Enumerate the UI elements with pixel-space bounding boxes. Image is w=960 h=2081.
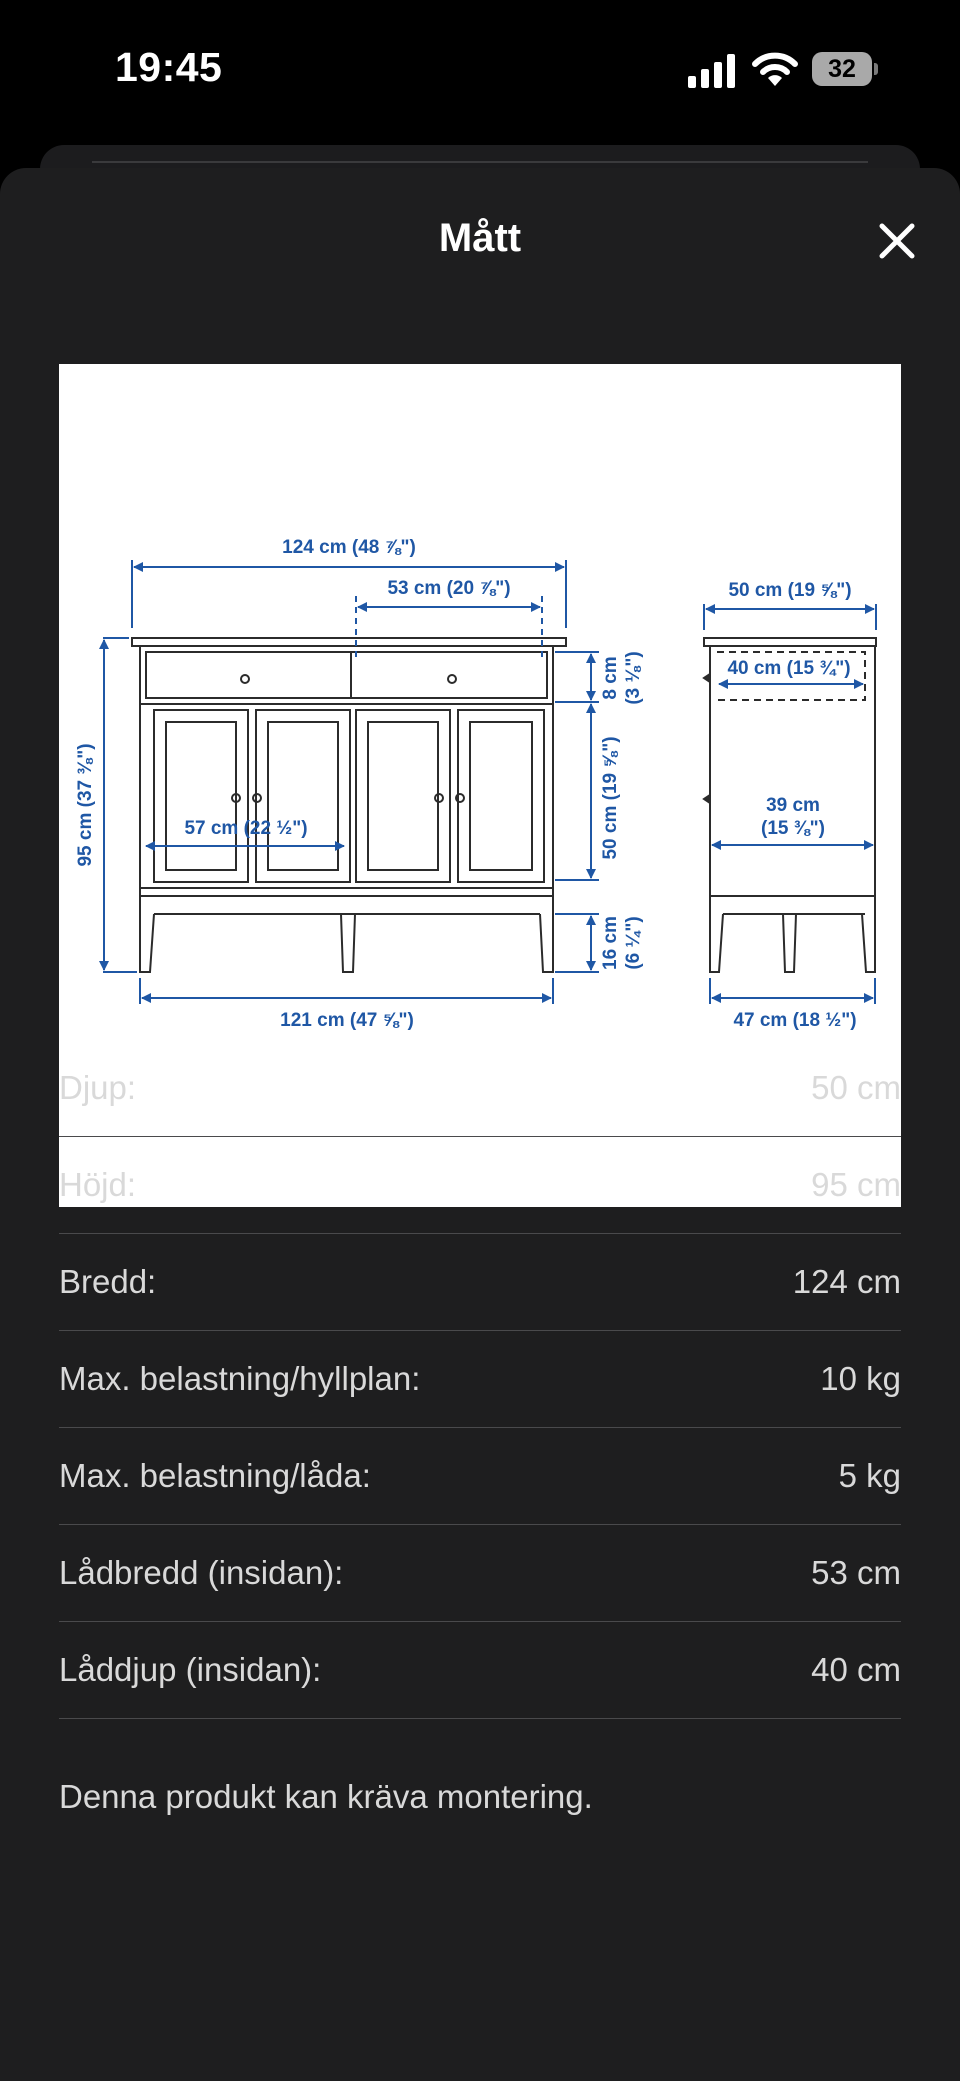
spec-row-height: [59, 1137, 901, 1234]
front-width-top-label: 124 cm (48 ⅞"): [282, 537, 416, 558]
battery-level: 32: [812, 52, 872, 86]
side-inner-depth-inch-label: (15 ⅜"): [761, 818, 825, 839]
spec-value: 53 cm: [811, 1554, 901, 1591]
overall-height-label: 95 cm (37 ⅜"): [75, 743, 96, 867]
spec-value: 50 cm: [811, 1069, 901, 1106]
spec-row-drawer-width: [59, 1525, 901, 1622]
front-width-bottom-label: 121 cm (47 ⅝"): [280, 1010, 414, 1031]
leg-height-label: 16 cm: [600, 916, 621, 970]
wifi-icon: [752, 50, 798, 88]
spec-label: Max. belastning/låda:: [59, 1457, 371, 1494]
spec-value: 124 cm: [792, 1263, 901, 1300]
status-bar: [0, 0, 960, 140]
spec-label: Bredd:: [59, 1263, 157, 1300]
battery-tip: [874, 63, 878, 75]
side-depth-top-label: 50 cm (19 ⅝"): [728, 580, 852, 601]
inner-width-label: 57 cm (22 ½"): [184, 818, 308, 839]
front-view: [132, 638, 566, 972]
spec-label: Djup:: [59, 1069, 137, 1106]
specs-list: [59, 1040, 901, 1719]
spec-label: Höjd:: [59, 1166, 137, 1203]
drawer-height-label: 8 cm: [600, 656, 621, 700]
side-depth-bottom-label: 47 cm (18 ½"): [733, 1010, 857, 1031]
leg-height-inch-label: (6 ¼"): [623, 916, 644, 970]
spec-row-depth: [59, 1040, 901, 1137]
drawer-height-inch-label: (3 ⅛"): [623, 651, 644, 705]
drawer-depth-label: 40 cm (15 ¾"): [727, 658, 851, 679]
background-sheet-divider: [92, 161, 868, 163]
signal-icon: [688, 54, 738, 88]
spec-row-drawer-load: [59, 1428, 901, 1525]
sheet-title: Mått: [438, 216, 522, 260]
spec-row-width: [59, 1234, 901, 1331]
spec-row-drawer-depth: [59, 1622, 901, 1719]
drawer-width-label: 53 cm (20 ⅞"): [387, 578, 511, 599]
spec-label: Max. belastning/hyllplan:: [59, 1360, 421, 1397]
dimension-labels: [75, 537, 857, 1031]
cabinet-height-label: 50 cm (19 ⅝"): [600, 736, 621, 860]
dimension-lines: [103, 560, 876, 1004]
spec-value: 40 cm: [811, 1651, 901, 1688]
side-inner-depth-label: 39 cm: [766, 795, 820, 816]
status-time: 19:45: [115, 44, 223, 90]
spec-label: Lådbredd (insidan):: [59, 1554, 344, 1591]
close-icon[interactable]: [870, 214, 924, 268]
spec-value: 5 kg: [838, 1457, 901, 1494]
spec-label: Låddjup (insidan):: [59, 1651, 322, 1688]
battery-icon: [812, 52, 878, 86]
assembly-note: Denna produkt kan kräva montering.: [59, 1778, 593, 1815]
spec-value: 95 cm: [811, 1166, 901, 1203]
spec-row-shelf-load: [59, 1331, 901, 1428]
spec-value: 10 kg: [820, 1360, 901, 1397]
